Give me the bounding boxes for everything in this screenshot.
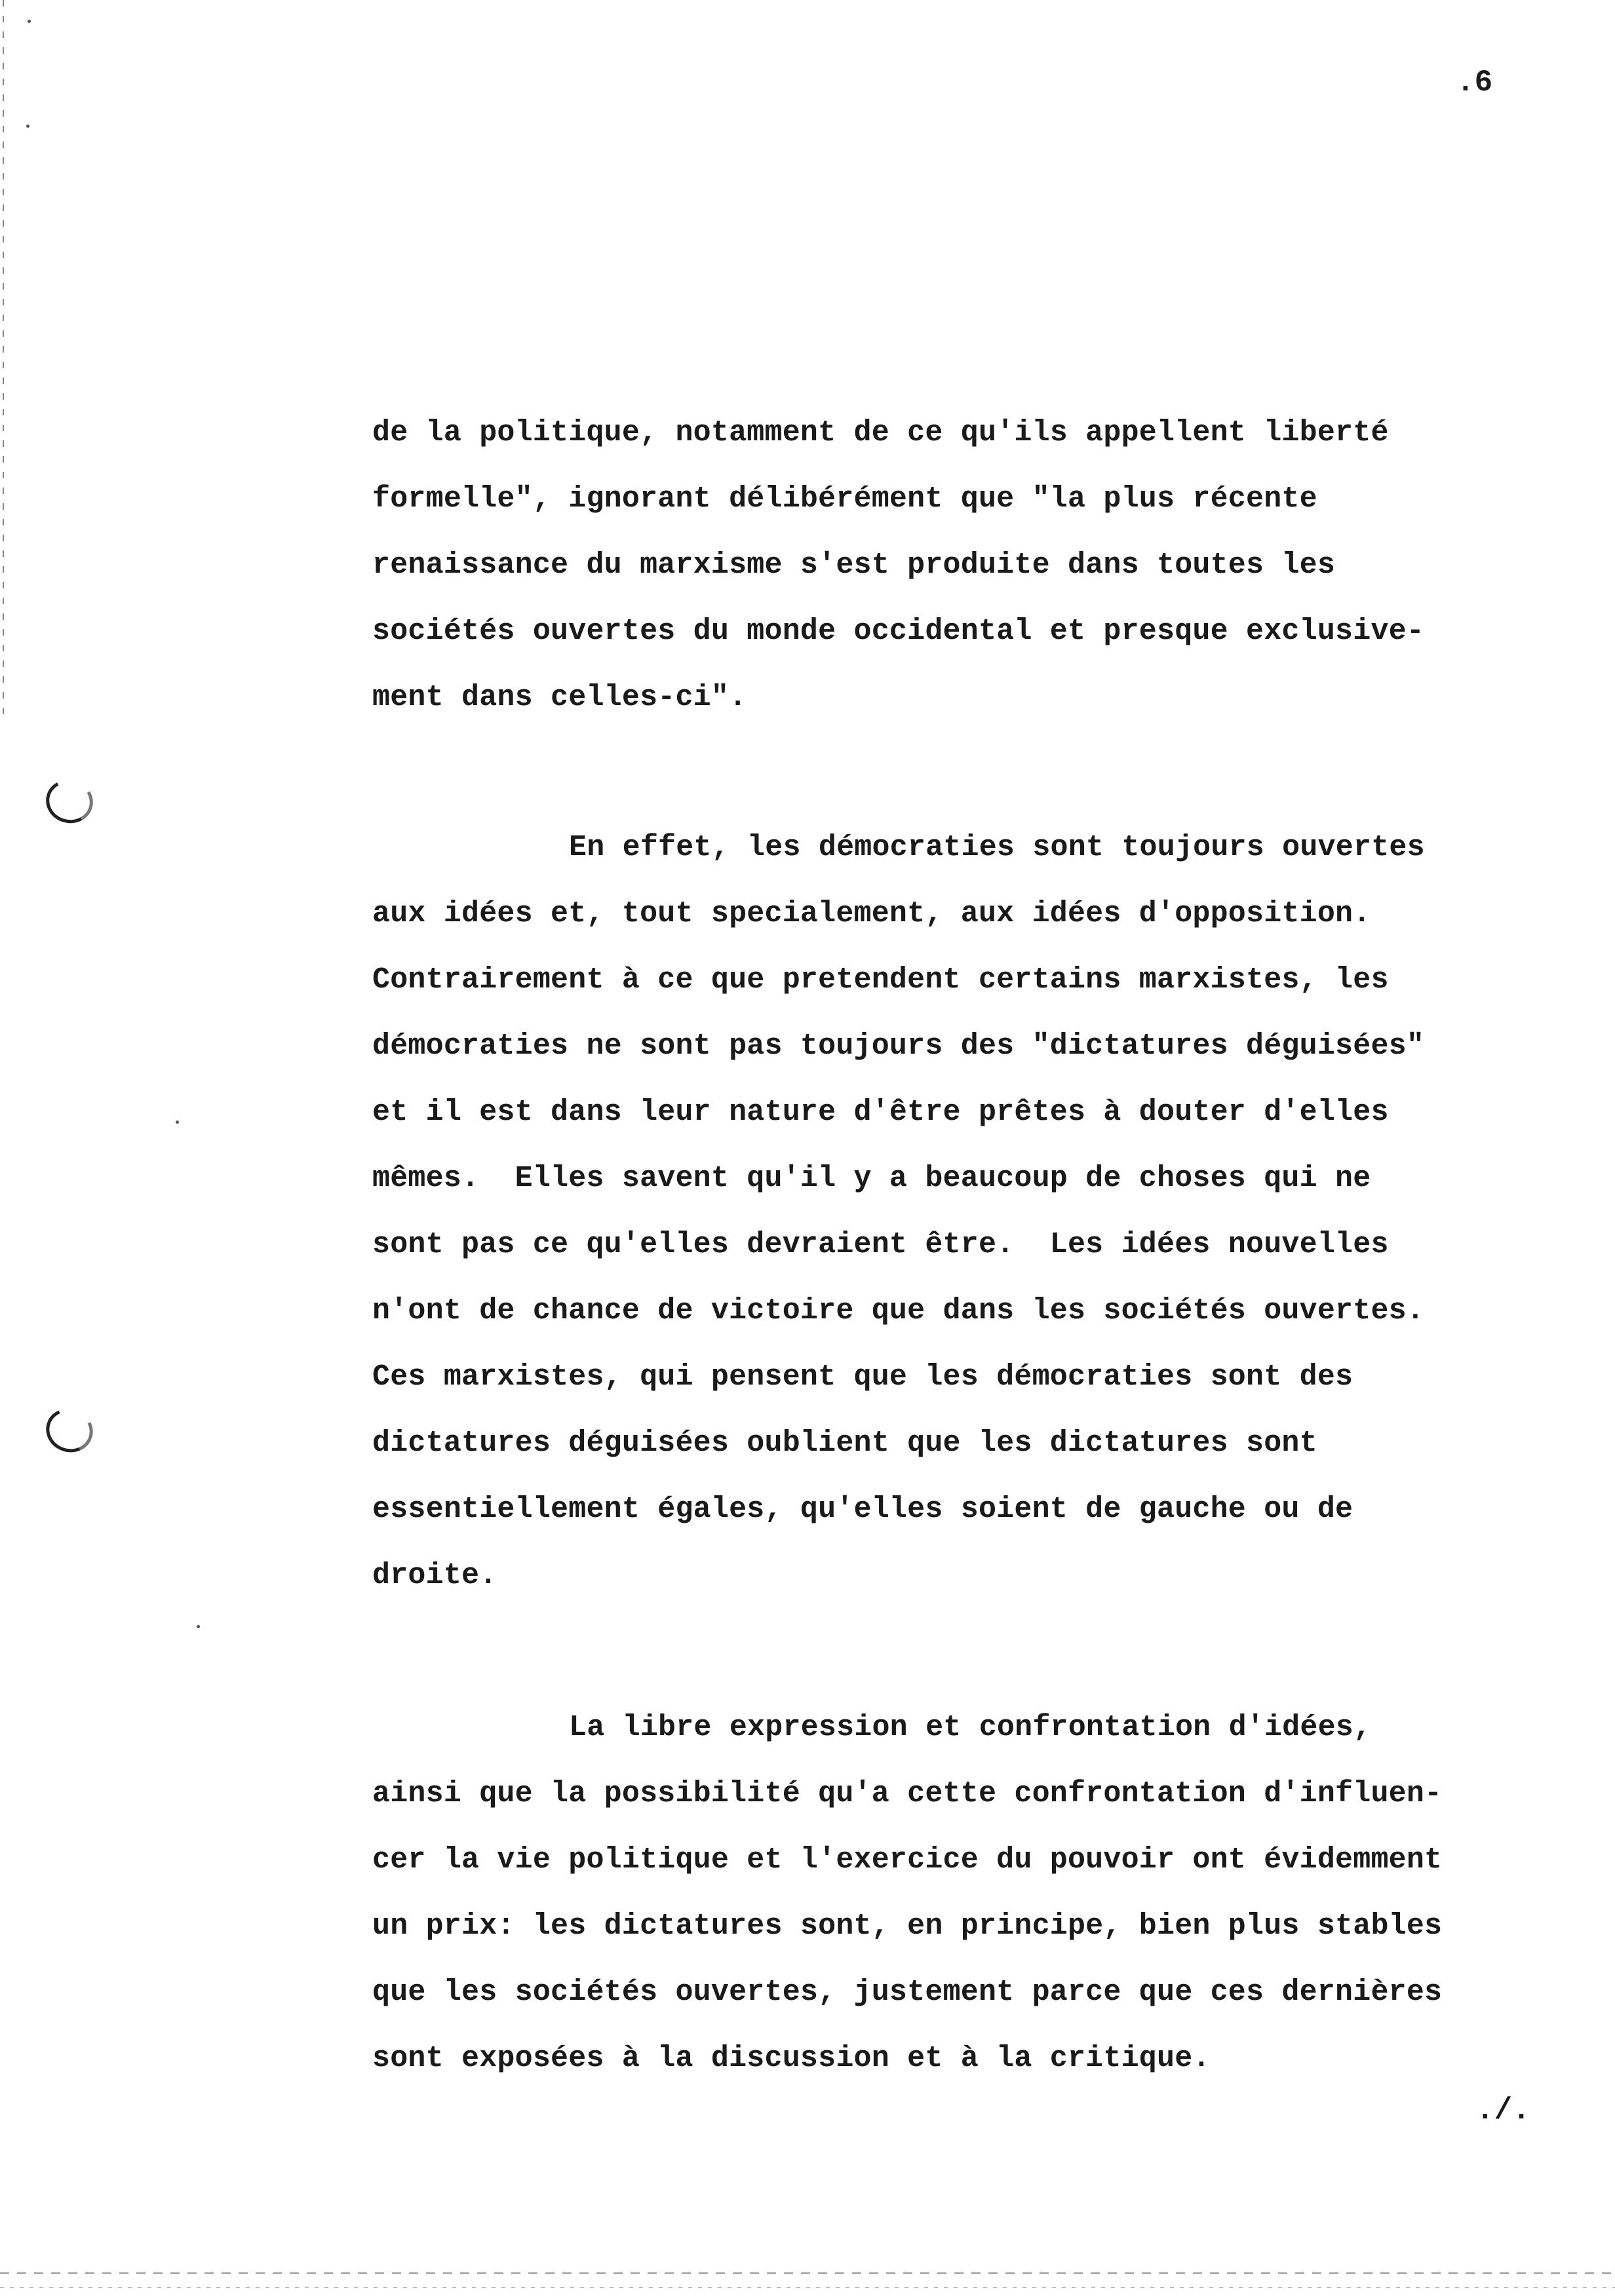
- binder-hole-mark: [40, 1402, 99, 1459]
- text-line: Contrairement à ce que pretendent certains marxistes, les: [372, 963, 1389, 997]
- scan-bottom-artifact: [0, 2287, 1615, 2288]
- text-line: sont pas ce qu'elles devraient être. Les idées nouvelles: [372, 1228, 1389, 1261]
- text-line: droite.: [372, 1559, 497, 1592]
- text-line: essentiellement égales, qu'elles soient de gauche ou de: [372, 1493, 1353, 1526]
- page-number: .6: [1456, 66, 1493, 100]
- text-line: sociétés ouvertes du monde occidental et presque exclusive-: [372, 615, 1425, 648]
- continuation-mark: ./.: [1476, 2094, 1530, 2128]
- text-line: un prix: les dictatures sont, en principe, bien plus stables: [372, 1909, 1443, 1943]
- text-line: n'ont de chance de victoire que dans les sociétés ouvertes.: [372, 1294, 1425, 1328]
- scan-speck: [26, 124, 29, 128]
- text-line: ainsi que la possibilité qu'a cette confrontation d'influen-: [372, 1777, 1443, 1810]
- text-line: ment dans celles-ci".: [372, 681, 747, 714]
- scan-speck: [197, 1625, 200, 1628]
- paragraph-2: [372, 814, 1572, 1609]
- scan-bottom-artifact: [0, 2272, 1615, 2274]
- text-line: renaissance du marxisme s'est produite dans toutes les: [372, 548, 1336, 582]
- text-line: démocraties ne sont pas toujours des "dictatures déguisées": [372, 1029, 1425, 1063]
- text-line: mêmes. Elles savent qu'il y a beaucoup de choses qui ne: [372, 1162, 1371, 1195]
- text-line: cer la vie politique et l'exercice du pouvoir ont évidemment: [372, 1843, 1443, 1877]
- scan-speck: [176, 1120, 179, 1124]
- text-line: et il est dans leur nature d'être prêtes à douter d'elles: [372, 1096, 1389, 1129]
- paragraph-3: [372, 1694, 1572, 2092]
- binder-hole-mark: [41, 775, 98, 828]
- text-line: aux idées et, tout specialement, aux idées d'opposition.: [372, 897, 1371, 930]
- text-line: sont exposées à la discussion et à la critique.: [372, 2042, 1211, 2075]
- text-line: Ces marxistes, qui pensent que les démocraties sont des: [372, 1360, 1353, 1394]
- scan-speck: [28, 20, 31, 23]
- text-line: dictatures déguisées oublient que les dictatures sont: [372, 1426, 1317, 1460]
- scan-edge-artifact: [3, 0, 4, 721]
- text-line: En effet, les démocraties sont toujours ouvertes: [569, 831, 1425, 864]
- text-line: formelle", ignorant délibérément que "la plus récente: [372, 482, 1317, 516]
- paragraph-1: [372, 400, 1572, 731]
- text-line: La libre expression et confrontation d'idées,: [569, 1711, 1372, 1744]
- text-line: de la politique, notamment de ce qu'ils appellent liberté: [372, 416, 1389, 450]
- text-line: que les sociétés ouvertes, justement parce que ces dernières: [372, 1976, 1443, 2009]
